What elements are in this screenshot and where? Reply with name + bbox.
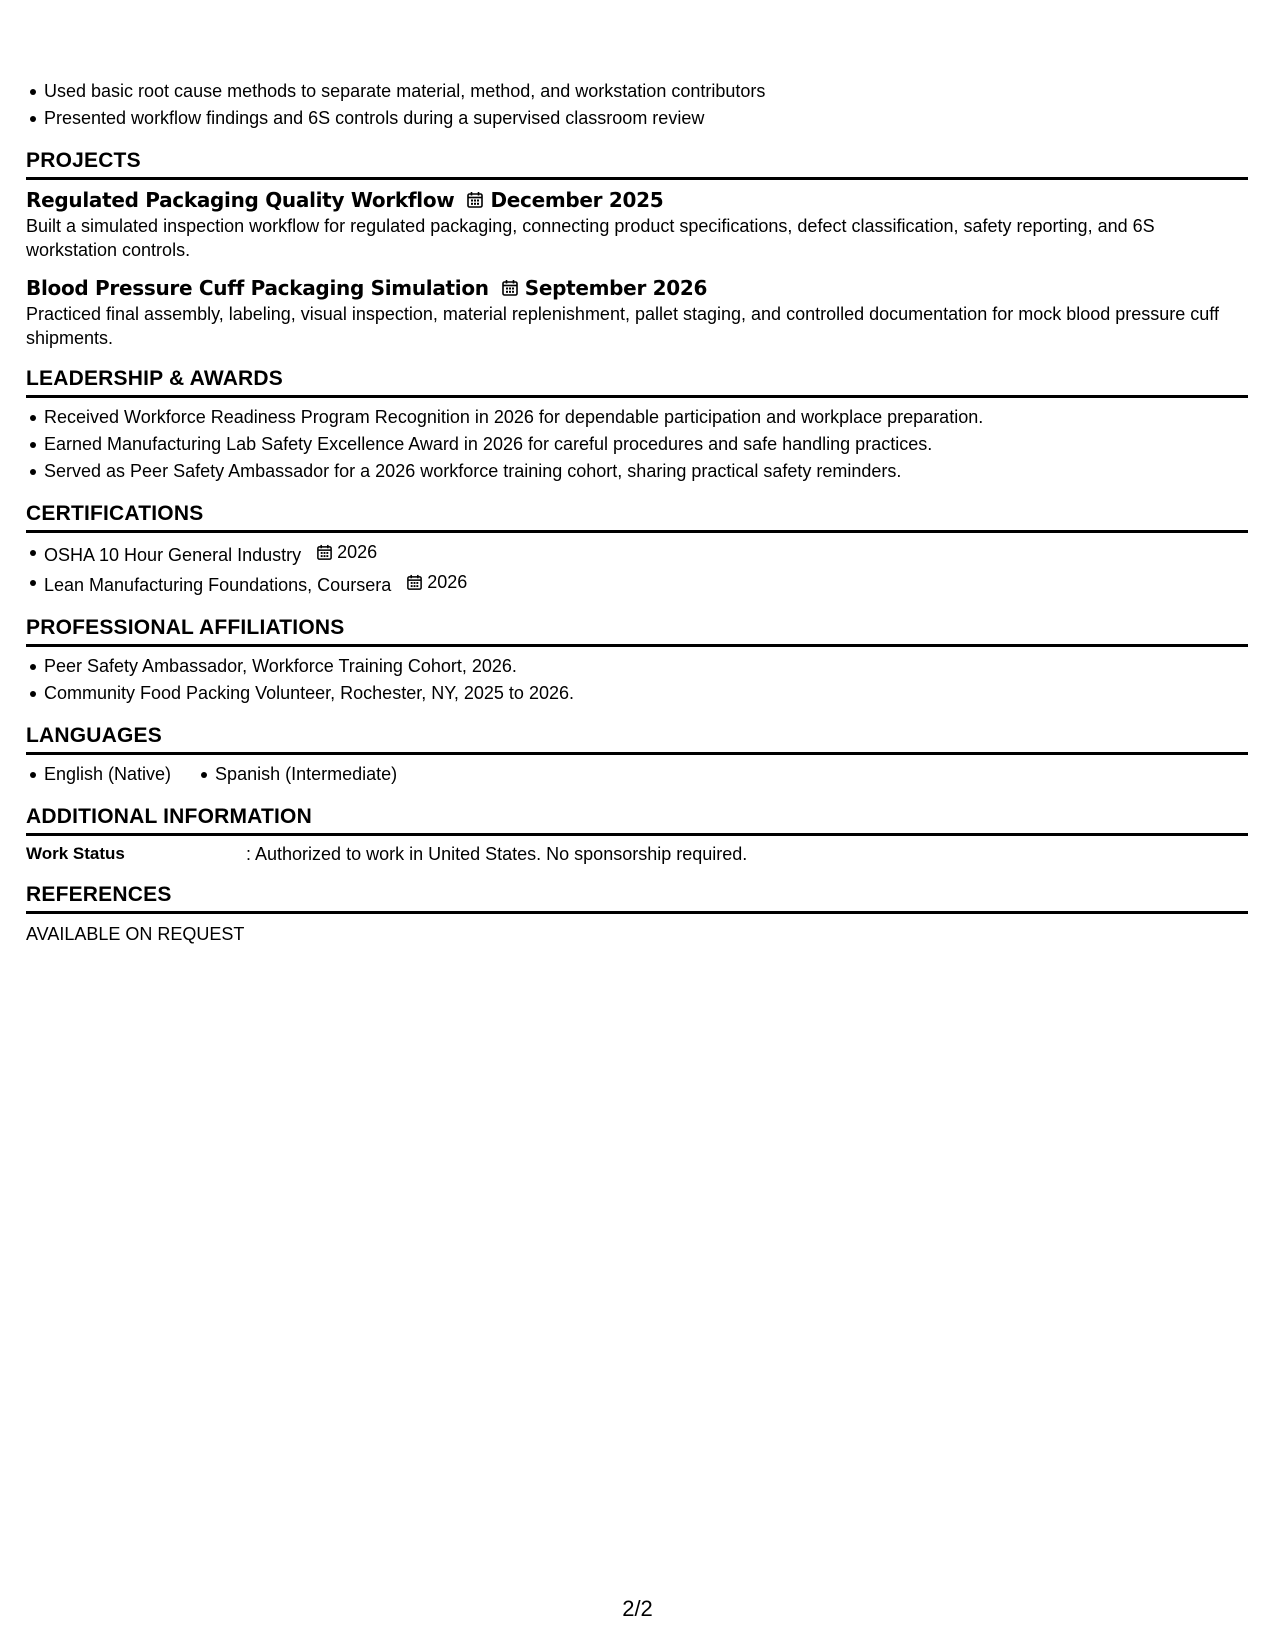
project-item bbox=[26, 186, 1248, 262]
project-item bbox=[26, 274, 1248, 350]
certifications-list bbox=[26, 539, 1248, 599]
project-description: Practiced final assembly, labeling, visual inspection, material replenishment, pallet staging, and controlled documentation for mock blood pressure cuff shipments. bbox=[26, 304, 1219, 348]
certification-date-group bbox=[316, 539, 377, 566]
list-item: Received Workforce Readiness Program Recognition in 2026 for dependable participation and workplace preparation. bbox=[44, 404, 1248, 431]
list-item: Used basic root cause methods to separate material, method, and workstation contributors bbox=[44, 78, 1248, 105]
list-item: Earned Manufacturing Lab Safety Excellence Award in 2026 for careful procedures and safe handling practices. bbox=[44, 431, 1248, 458]
section-title-references: REFERENCES bbox=[26, 882, 1248, 914]
languages-list bbox=[26, 761, 1248, 788]
section-title-additional: ADDITIONAL INFORMATION bbox=[26, 804, 1248, 836]
project-header bbox=[26, 274, 1248, 302]
section-title-certifications: CERTIFICATIONS bbox=[26, 501, 1248, 533]
language-item: English (Native) bbox=[44, 761, 171, 788]
section-title-leadership: LEADERSHIP & AWARDS bbox=[26, 366, 1248, 398]
list-item: Community Food Packing Volunteer, Rochester, NY, 2025 to 2026. bbox=[44, 680, 1248, 707]
list-item: Presented workflow findings and 6S controls during a supervised classroom review bbox=[44, 105, 1248, 132]
intro-bullet-list bbox=[26, 78, 1248, 132]
projects-section bbox=[26, 148, 1248, 350]
leadership-section bbox=[26, 366, 1248, 485]
calendar-icon bbox=[406, 574, 423, 591]
section-title-languages: LANGUAGES bbox=[26, 723, 1248, 755]
section-title-projects: PROJECTS bbox=[26, 148, 1248, 180]
list-item: Served as Peer Safety Ambassador for a 2026 workforce training cohort, sharing practical safety reminders. bbox=[44, 458, 1248, 485]
list-item bbox=[44, 569, 1248, 599]
leadership-list bbox=[26, 404, 1248, 485]
list-item: Peer Safety Ambassador, Workforce Training Cohort, 2026. bbox=[44, 653, 1248, 680]
work-status-label: Work Status bbox=[26, 844, 125, 863]
work-status-row bbox=[26, 842, 1248, 866]
certification-date: 2026 bbox=[427, 572, 468, 592]
work-status-value: : Authorized to work in United States. No sponsorship required. bbox=[246, 844, 748, 864]
project-date: December 2025 bbox=[490, 188, 664, 212]
calendar-icon bbox=[316, 544, 333, 561]
additional-info-section bbox=[26, 804, 1248, 866]
languages-section bbox=[26, 723, 1248, 788]
language-item: Spanish (Intermediate) bbox=[215, 761, 397, 788]
calendar-icon bbox=[466, 191, 484, 209]
list-item bbox=[44, 539, 1248, 569]
project-header bbox=[26, 186, 1248, 214]
page-number: 2/2 bbox=[622, 1596, 653, 1621]
affiliations-section bbox=[26, 615, 1248, 707]
references-text: AVAILABLE ON REQUEST bbox=[26, 924, 245, 944]
certification-name: Lean Manufacturing Foundations, Coursera bbox=[44, 575, 392, 595]
project-name: Blood Pressure Cuff Packaging Simulation bbox=[26, 276, 489, 300]
project-description: Built a simulated inspection workflow for regulated packaging, connecting product specifications, defect classification, safety reporting, and 6S workstation controls. bbox=[26, 216, 1155, 260]
affiliations-list bbox=[26, 653, 1248, 707]
project-name: Regulated Packaging Quality Workflow bbox=[26, 188, 455, 212]
project-date: September 2026 bbox=[524, 276, 708, 300]
certification-name: OSHA 10 Hour General Industry bbox=[44, 545, 302, 565]
certification-date-group bbox=[406, 569, 467, 596]
references-section bbox=[26, 882, 1248, 948]
certifications-section bbox=[26, 501, 1248, 599]
section-title-affiliations: PROFESSIONAL AFFILIATIONS bbox=[26, 615, 1248, 647]
calendar-icon bbox=[501, 279, 519, 297]
certification-date: 2026 bbox=[337, 542, 378, 562]
resume-page bbox=[26, 78, 1248, 948]
